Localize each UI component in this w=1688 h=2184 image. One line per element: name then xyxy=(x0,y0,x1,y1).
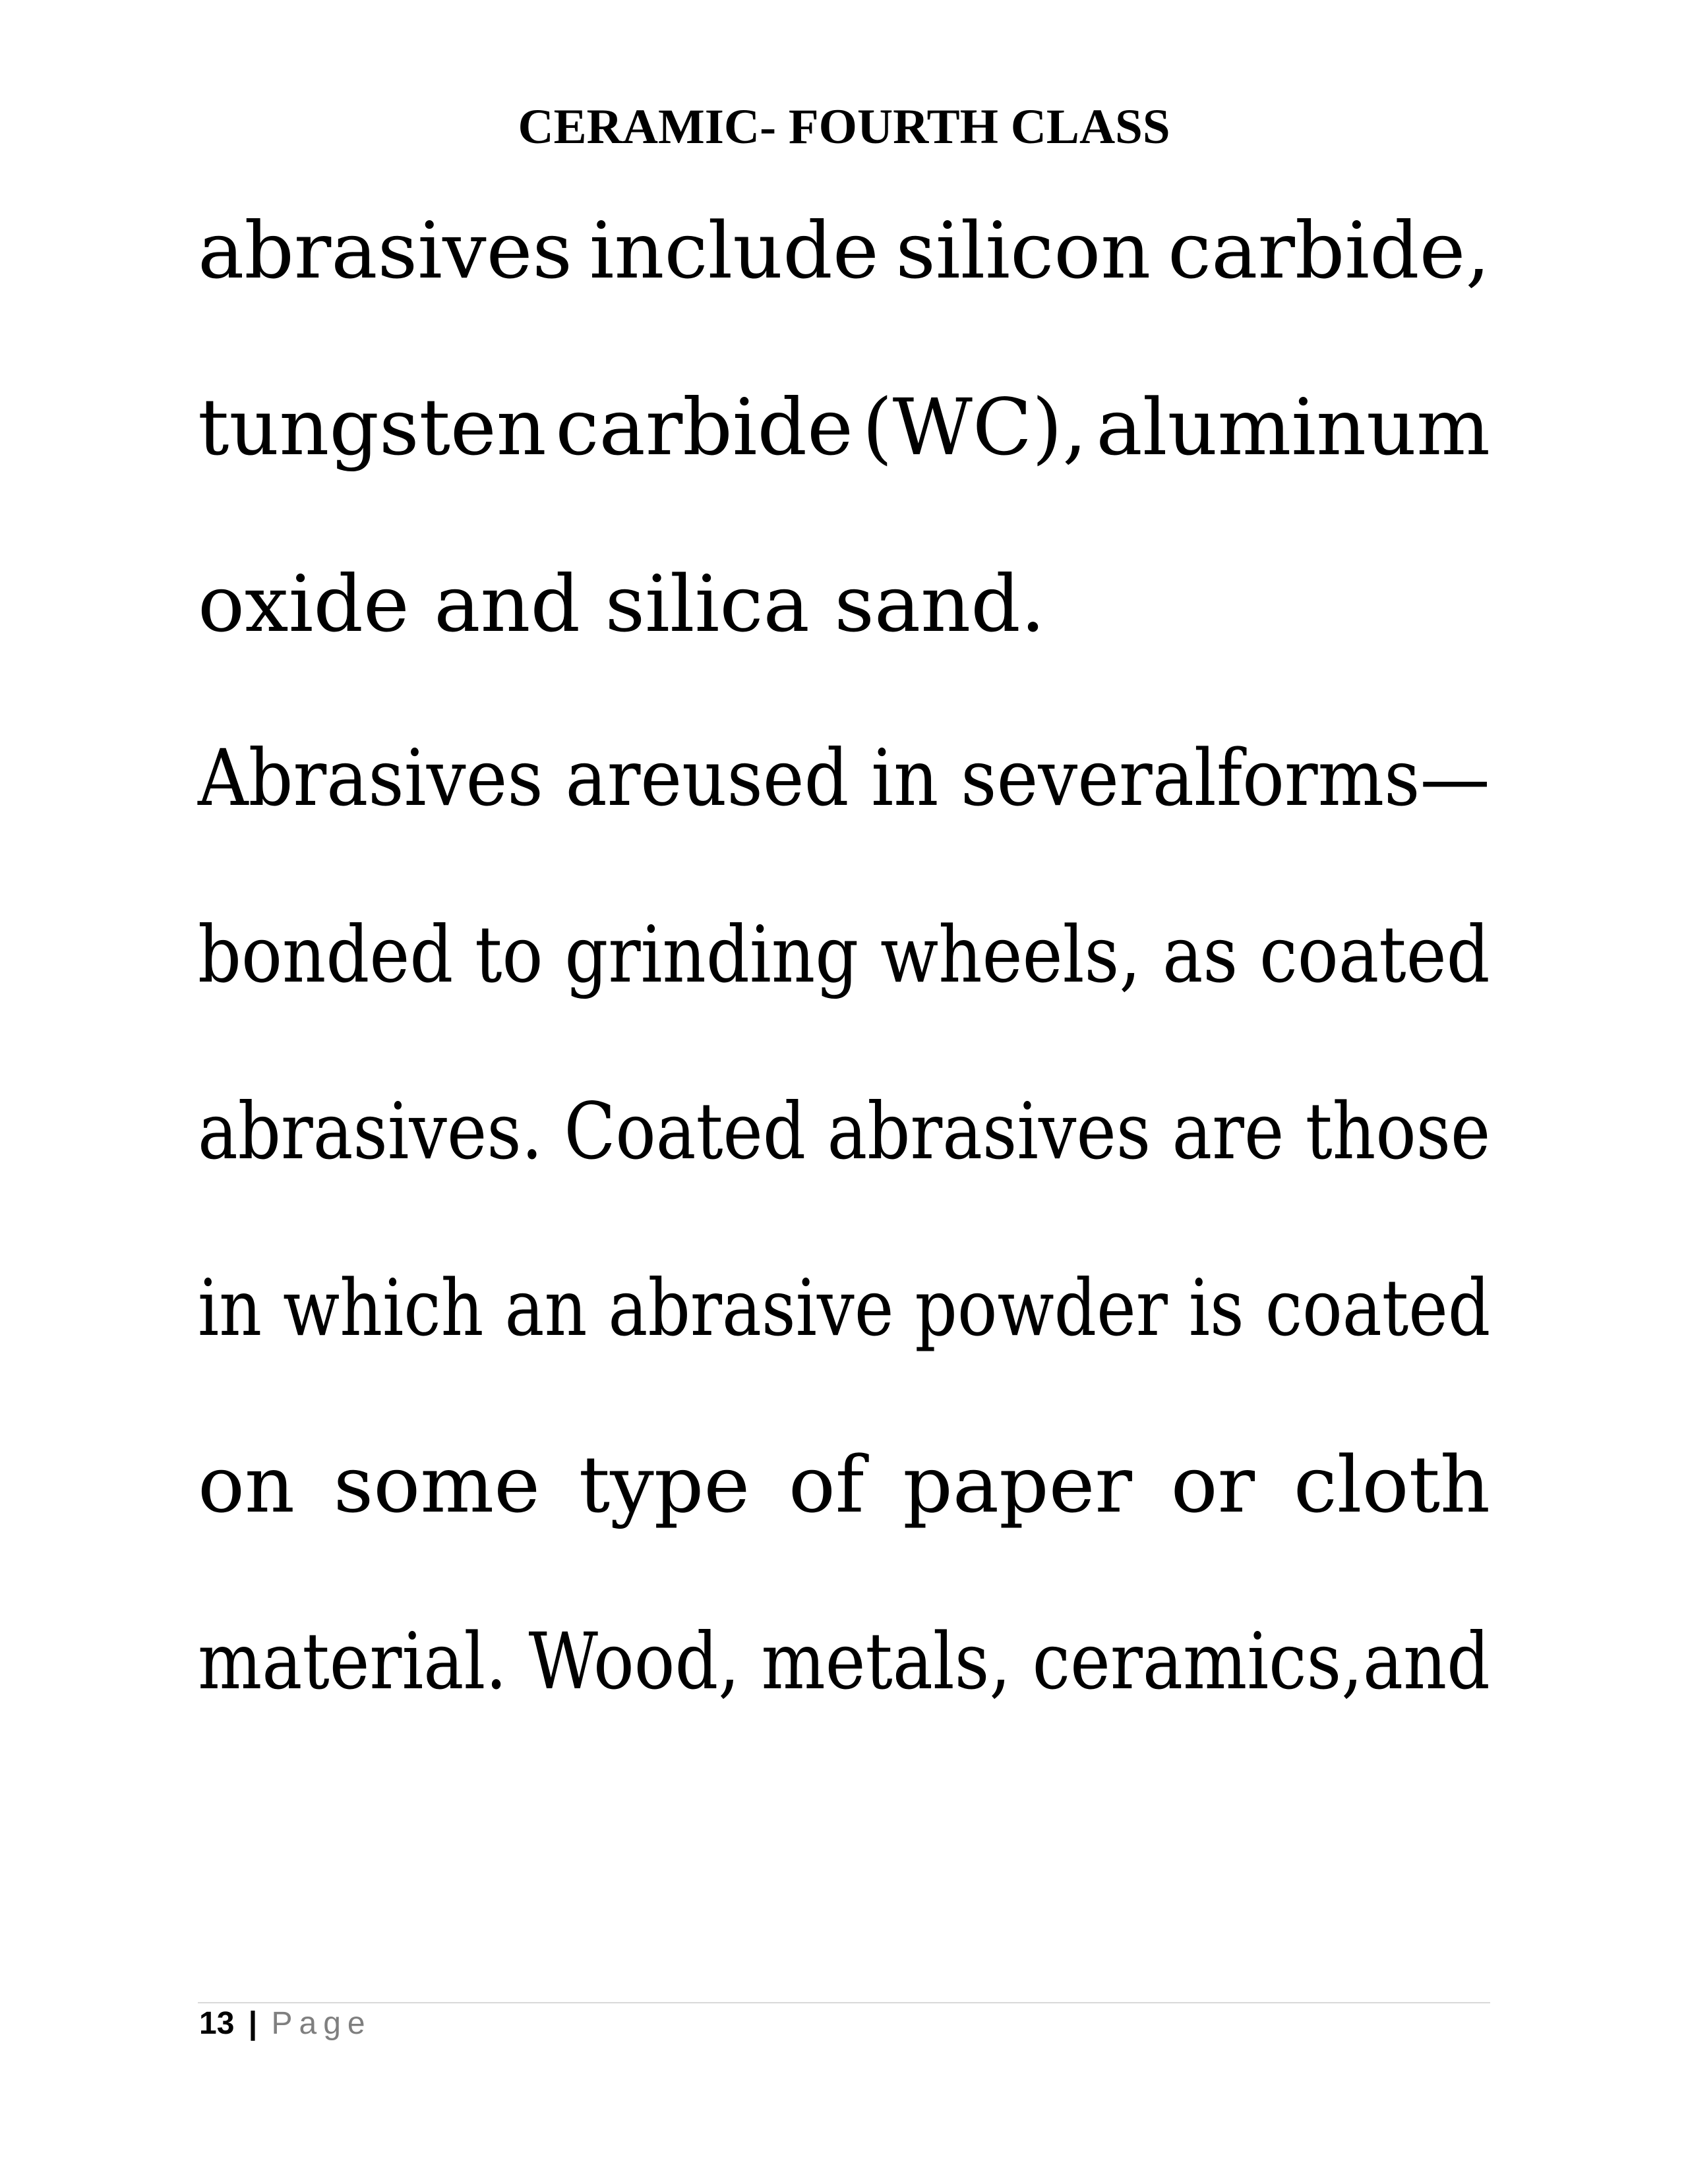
word: carbide, xyxy=(1168,205,1490,296)
word-group: material. Wood, metals, ceramics, xyxy=(198,1616,1363,1707)
text-line xyxy=(198,1255,1491,1361)
word-group: used in several xyxy=(682,732,1217,823)
word: on xyxy=(198,1439,295,1530)
text-line xyxy=(198,551,1045,657)
line-text: abrasives. Coated abrasives are those xyxy=(198,1086,1491,1177)
word: silicon xyxy=(895,205,1151,296)
page-label: Page xyxy=(271,2006,372,2041)
word: and xyxy=(1362,1616,1490,1707)
word: some xyxy=(333,1439,541,1530)
page-number: 13 xyxy=(199,2006,235,2041)
line-text: in which an abrasive powder is coated xyxy=(198,1262,1491,1353)
document-header: CERAMIC- FOURTH CLASS xyxy=(518,100,1170,154)
word: (WC), xyxy=(862,382,1087,473)
word: paper xyxy=(903,1439,1132,1530)
word: carbide xyxy=(555,382,853,473)
footer-separator: | xyxy=(248,2006,258,2041)
body-text xyxy=(198,198,1491,1707)
word: aluminum xyxy=(1096,382,1490,473)
text-line xyxy=(198,198,1490,303)
word: or xyxy=(1170,1439,1255,1530)
page-footer xyxy=(199,2004,372,2044)
text-line xyxy=(198,1608,1490,1714)
text-line xyxy=(198,374,1490,480)
word-group: Abrasives are xyxy=(198,732,682,823)
text-line xyxy=(198,1432,1490,1537)
word: tungsten xyxy=(198,382,547,473)
word: type xyxy=(578,1439,750,1530)
word: cloth xyxy=(1293,1439,1490,1530)
word: include xyxy=(589,205,879,296)
word: abrasives xyxy=(198,205,572,296)
text-line xyxy=(198,1078,1491,1184)
footer-divider xyxy=(198,2002,1490,2003)
text-line xyxy=(198,902,1490,1007)
text-line xyxy=(198,725,1490,831)
word-group: forms— xyxy=(1216,732,1490,823)
word: of xyxy=(788,1439,864,1530)
line-text: oxide and silica sand. xyxy=(198,558,1046,649)
line-text: bonded to grinding wheels, as coated xyxy=(198,909,1490,1000)
